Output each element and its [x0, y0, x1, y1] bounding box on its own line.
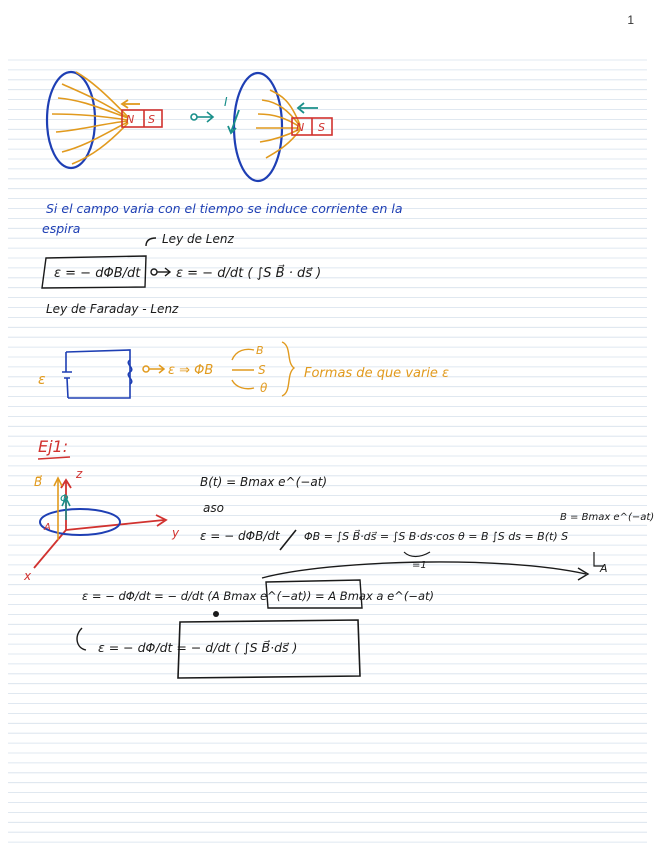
lenz-label: Ley de Lenz — [162, 232, 234, 246]
magnet-n-label-2: N — [296, 121, 305, 134]
transition-arrow-1 — [191, 112, 213, 122]
phi-line: ΦB = ∫S B⃗·ds⃗ = ∫S B·ds·cos θ = B ∫S ds = B(t) S — [304, 530, 569, 543]
circuit-emf-symbol: ε — [38, 372, 46, 388]
current-label: I — [224, 95, 228, 109]
rule-lines — [8, 60, 647, 842]
text-line-1: Si el campo varia con el tiempo se induce corriente en la — [46, 201, 403, 216]
page-number: 1 — [627, 13, 634, 27]
boxed-emf-text: ε = − dΦB/dt — [54, 266, 141, 281]
axis-x: x — [24, 569, 32, 583]
cso-label: aso — [203, 501, 224, 515]
magnet-s-label: S — [148, 113, 155, 126]
final-line: ε = − dΦ/dt = − d/dt ( ∫S B⃗·ds⃗ ) — [98, 640, 298, 655]
phi-label: Φ — [60, 492, 69, 505]
option-s: S — [258, 363, 266, 377]
loop-magnet-diagram-2 — [224, 73, 332, 181]
magnet-s-label-2: S — [318, 121, 325, 134]
area-label: A — [44, 522, 51, 533]
axis-z: z — [76, 467, 83, 481]
under-cos: =1 — [412, 560, 427, 571]
example-title: Ej1: — [38, 437, 69, 456]
b-vector-label: B⃗ — [34, 475, 43, 489]
final-equation — [77, 611, 360, 678]
boxed-emf-equation — [42, 256, 146, 288]
formas-label: Formas de que varie ε — [304, 366, 450, 381]
option-b: B — [256, 344, 264, 357]
circuit-arrow-text: ε ⇒ ΦB — [168, 363, 214, 378]
result-line: ε = − dΦ/dt = − d/dt (A Bmax e^(−at)) = A Bmax a e^(−at) — [82, 589, 434, 603]
area-note: A — [600, 562, 608, 575]
faraday-label: Ley de Faraday - Lenz — [46, 302, 179, 316]
axes-diagram — [34, 478, 166, 568]
bt-definition: B(t) = Bmax e^(−at) — [200, 475, 328, 489]
axis-y: y — [172, 526, 180, 540]
emf-integral-text: ε = − d/dt ( ∫S B⃗ · ds⃗ ) — [176, 266, 322, 281]
b-note: B = Bmax e^(−at) — [560, 512, 655, 523]
text-line-2: espira — [42, 221, 81, 236]
option-theta: θ — [260, 381, 268, 395]
result-equation — [82, 580, 434, 608]
magnet-n-label: N — [126, 113, 135, 126]
loop-magnet-diagram-1 — [47, 72, 162, 168]
emf-line: ε = − dΦB/dt — [200, 529, 280, 543]
